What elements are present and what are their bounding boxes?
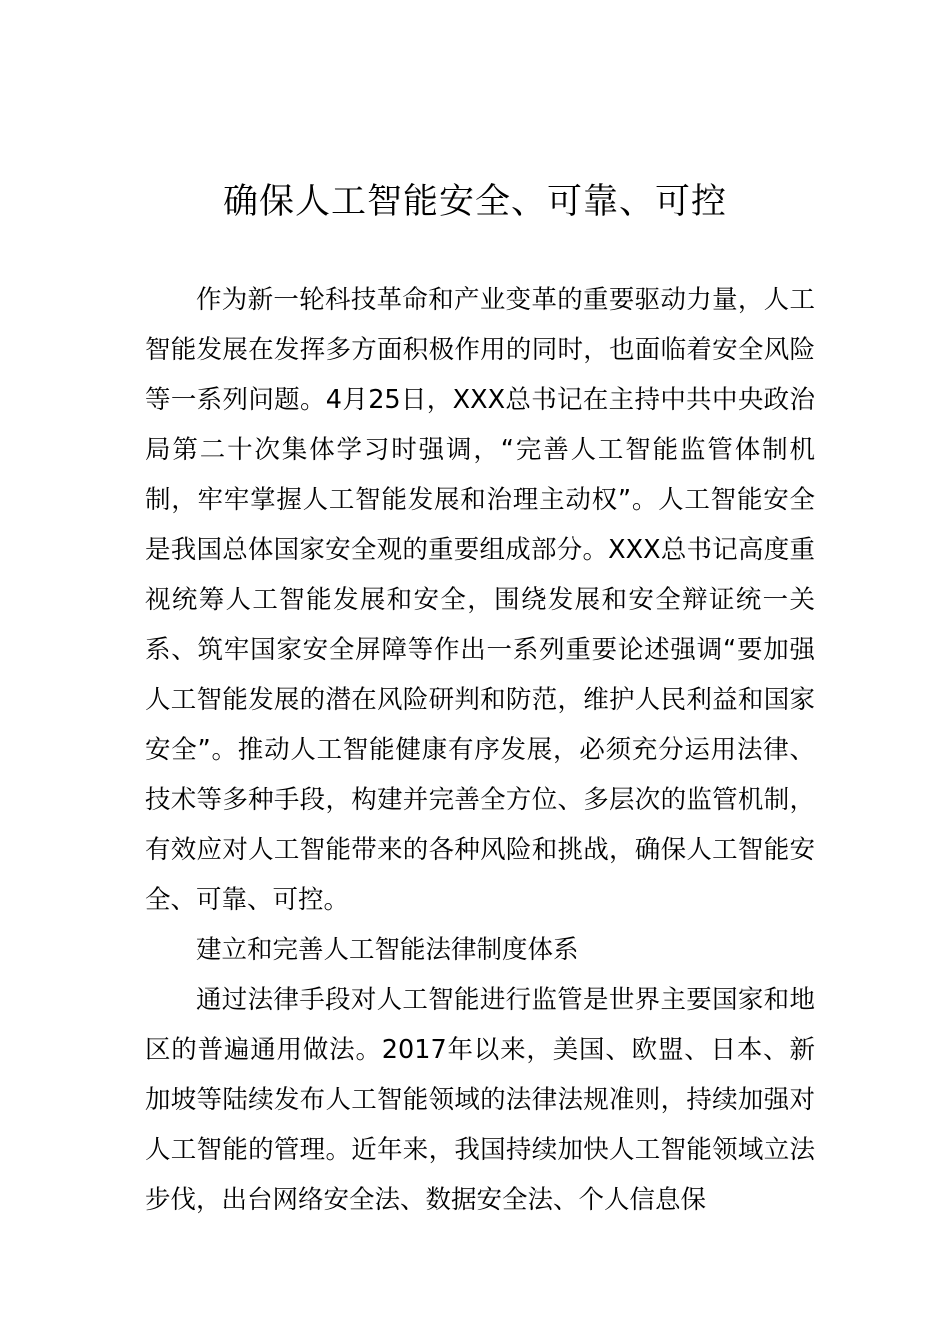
document-title: 确保人工智能安全、可靠、可控: [222, 182, 727, 222]
paragraph-intro: 作为新一轮科技革命和产业变革的重要驱动力量，人工智能发展在发挥多方面积极作用的同时，也面临着安全风险等一系列问题。4月25日，XXX总书记在主持中共中央政治局第二十次集体学习时强调，“完善人工智能监管体制机制，牢牢掌握人工智能发展和治理主动权”。人工智能安全是我国总体国家安全观的重要组成部分。XXX总书记高度重视统筹人工智能发展和安全，围绕发展和安全辩证统一关系、筑牢国家安全屏障等作出一系列重要论述强调“要加强人工智能发展的潜在风险研判和防范，维护人民利益和国家安全”。推动人工智能健康有序发展，必须充分运用法律、技术等多种手段，构建并完善全方位、多层次的监管机制，有效应对人工智能带来的各种风险和挑战，确保人工智能安全、可靠、可控。: [145, 285, 815, 915]
section-heading: 建立和完善人工智能法律制度体系: [196, 935, 579, 965]
paragraph-legal: 通过法律手段对人工智能进行监管是世界主要国家和地区的普遍通用做法。2017年以来，美国、欧盟、日本、新加坡等陆续发布人工智能领域的法律法规准则，持续加强对人工智能的管理。近年来，我国持续加快人工智能领域立法步伐，出台网络安全法、数据安全法、个人信息保: [145, 985, 815, 1215]
document-body: [145, 275, 815, 1225]
